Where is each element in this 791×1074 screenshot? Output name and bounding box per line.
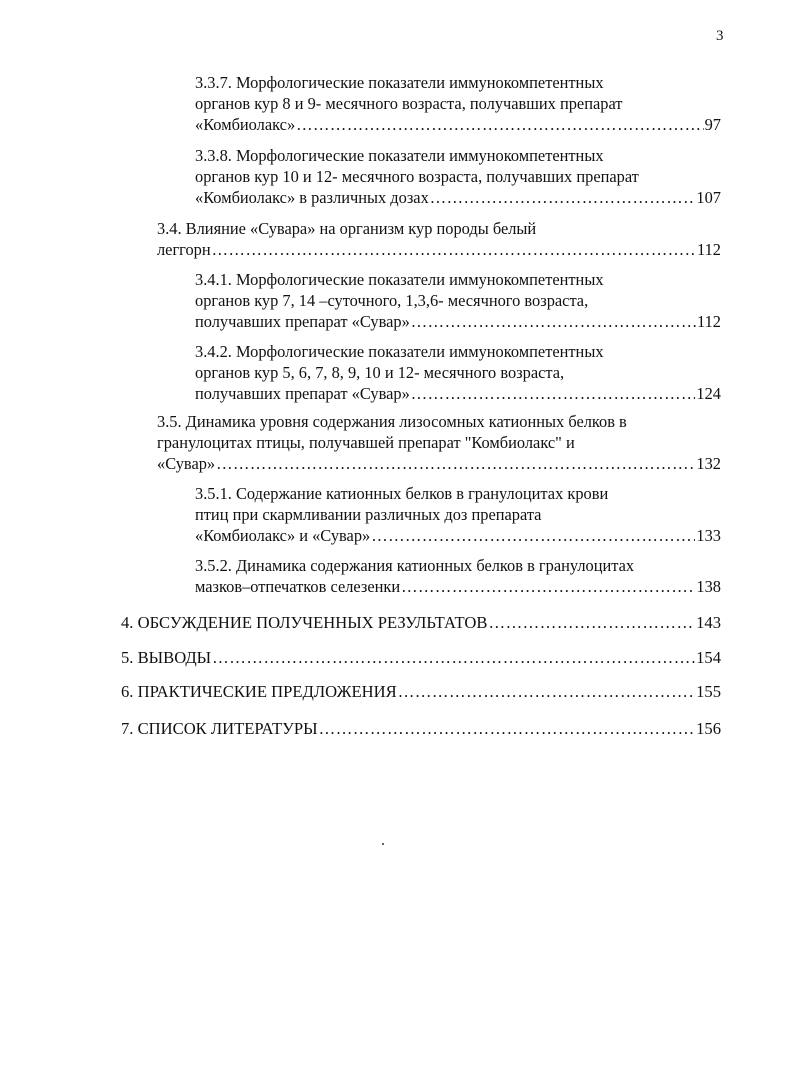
toc-entry-3-4[interactable] xyxy=(157,218,721,260)
toc-page-number: 133 xyxy=(696,526,721,545)
toc-line: 3.4.2. Морфологические показатели иммунокомпетентных xyxy=(195,342,604,361)
toc-page-number: 156 xyxy=(696,719,721,738)
dot-leader xyxy=(411,383,696,404)
dot-leader xyxy=(212,647,695,668)
toc-title: 7. СПИСОК ЛИТЕРАТУРЫ xyxy=(121,719,318,738)
toc-line: 3.4. Влияние «Сувара» на организм кур породы белый xyxy=(157,219,537,238)
toc-line: органов кур 5, 6, 7, 8, 9, 10 и 12- месячного возраста, xyxy=(195,363,565,382)
toc-line: 3.3.7. Морфологические показатели иммунокомпетентных xyxy=(195,73,604,92)
toc-title: леггорн xyxy=(157,240,211,259)
toc-title: «Комбиолакс» xyxy=(195,115,296,134)
toc-entry-5[interactable] xyxy=(121,647,721,668)
toc-page-number: 112 xyxy=(697,240,721,259)
toc-line: 3.5.1. Содержание катионных белков в гранулоцитах крови xyxy=(195,484,609,503)
toc-line: 3.5.2. Динамика содержания катионных белков в гранулоцитах xyxy=(195,556,635,575)
toc-page-number: 124 xyxy=(696,384,721,403)
toc-title: 6. ПРАКТИЧЕСКИЕ ПРЕДЛОЖЕНИЯ xyxy=(121,682,397,701)
dot-leader xyxy=(296,114,703,135)
toc-page-number: 97 xyxy=(704,115,721,134)
toc-page-number: 143 xyxy=(696,613,721,632)
toc-line: органов кур 8 и 9- месячного возраста, получавших препарат xyxy=(195,94,623,113)
toc-title: «Сувар» xyxy=(157,454,216,473)
dot-leader xyxy=(371,525,695,546)
toc-title: получавших препарат «Сувар» xyxy=(195,312,410,331)
toc-entry-3-5[interactable] xyxy=(157,411,721,474)
toc-line: 3.3.8. Морфологические показатели иммунокомпетентных xyxy=(195,146,604,165)
toc-entry-3-4-2[interactable] xyxy=(195,341,721,404)
toc-entry-4[interactable] xyxy=(121,612,721,633)
toc-page-number: 154 xyxy=(696,648,721,667)
toc-page-number: 138 xyxy=(696,577,721,596)
toc-page-number: 132 xyxy=(696,454,721,473)
toc-title: «Комбиолакс» в различных дозах xyxy=(195,188,429,207)
toc-entry-3-3-7[interactable] xyxy=(195,72,721,135)
toc-page-number: 107 xyxy=(696,188,721,207)
toc-title: мазков–отпечатков селезенки xyxy=(195,577,401,596)
toc-entry-3-5-1[interactable] xyxy=(195,483,721,546)
page-number: 3 xyxy=(716,28,724,44)
toc-line: органов кур 10 и 12- месячного возраста, получавших препарат xyxy=(195,167,639,186)
toc-page-number: 155 xyxy=(696,682,721,701)
dot-leader xyxy=(398,681,695,702)
toc-title: 5. ВЫВОДЫ xyxy=(121,648,212,667)
toc-title: получавших препарат «Сувар» xyxy=(195,384,410,403)
dot-leader xyxy=(401,576,695,597)
toc-entry-6[interactable] xyxy=(121,681,721,702)
toc-entry-3-4-1[interactable] xyxy=(195,269,721,332)
toc-line: птиц при скармливании различных доз препарата xyxy=(195,505,542,524)
toc-line: 3.4.1. Морфологические показатели иммунокомпетентных xyxy=(195,270,604,289)
toc-line: органов кур 7, 14 –суточного, 1,3,6- месячного возраста, xyxy=(195,291,589,310)
toc-title: 4. ОБСУЖДЕНИЕ ПОЛУЧЕННЫХ РЕЗУЛЬТАТОВ xyxy=(121,613,488,632)
toc-page-number: 112 xyxy=(697,312,721,331)
dot-leader xyxy=(430,187,696,208)
toc-entry-3-3-8[interactable] xyxy=(195,145,721,208)
scan-speck xyxy=(382,843,384,845)
dot-leader xyxy=(212,239,696,260)
toc-line: гранулоцитах птицы, получавшей препарат "Комбиолакс" и xyxy=(157,433,575,452)
toc-title: «Комбиолакс» и «Сувар» xyxy=(195,526,371,545)
dot-leader xyxy=(411,311,696,332)
dot-leader xyxy=(319,718,695,739)
dot-leader xyxy=(488,612,695,633)
toc-entry-3-5-2[interactable] xyxy=(195,555,721,597)
toc-entry-7[interactable] xyxy=(121,718,721,739)
dot-leader xyxy=(216,453,695,474)
toc-line: 3.5. Динамика уровня содержания лизосомных катионных белков в xyxy=(157,412,627,431)
